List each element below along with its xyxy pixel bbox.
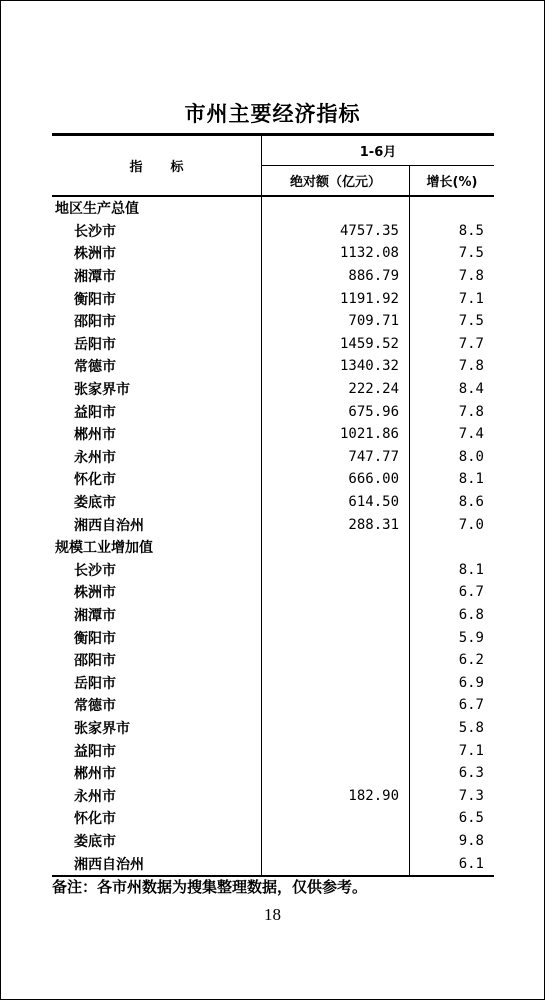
absolute-amount [261,671,409,694]
table-row [52,265,494,288]
city-name: 邵阳市 [74,314,116,331]
growth-rate: 7.3 [409,784,494,807]
table-row [52,784,494,807]
city-name: 娄底市 [74,833,116,850]
table-row [52,491,494,514]
city-name: 株洲市 [74,246,116,263]
table-body [52,197,494,875]
table-row [52,671,494,694]
city-name: 郴州市 [74,766,116,783]
absolute-amount: 886.79 [261,265,409,288]
table-row [52,852,494,875]
city-name: 湘西自治州 [74,856,144,873]
city-name: 常德市 [74,359,116,376]
table-row [52,604,494,627]
growth-rate: 8.0 [409,446,494,469]
absolute-amount [261,739,409,762]
growth-rate: 6.2 [409,649,494,672]
city-name: 长沙市 [74,223,116,240]
absolute-amount [261,762,409,785]
city-name: 岳阳市 [74,675,116,692]
city-name: 岳阳市 [74,336,116,353]
city-name: 邵阳市 [74,653,116,670]
growth-rate: 7.7 [409,333,494,356]
city-name: 郴州市 [74,427,116,444]
absolute-amount [261,626,409,649]
page-title: 市州主要经济指标 [184,102,361,126]
growth-rate: 6.1 [409,852,494,875]
table-row [52,830,494,853]
absolute-amount [261,581,409,604]
absolute-amount: 4757.35 [261,220,409,243]
city-name: 株洲市 [74,585,116,602]
city-name: 怀化市 [74,811,116,828]
growth-rate: 8.4 [409,378,494,401]
table-row [52,355,494,378]
growth-rate: 8.1 [409,468,494,491]
table-row [52,378,494,401]
growth-rate: 5.9 [409,626,494,649]
absolute-amount [261,830,409,853]
header-period: 1-6月 [261,136,494,166]
table-row [52,287,494,310]
growth-rate: 7.1 [409,739,494,762]
growth-rate: 6.7 [409,694,494,717]
absolute-amount: 1191.92 [261,287,409,310]
growth-rate: 6.3 [409,762,494,785]
table-row [52,626,494,649]
table-row [52,513,494,536]
growth-rate: 7.5 [409,242,494,265]
absolute-amount: 614.50 [261,491,409,514]
absolute-amount: 222.24 [261,378,409,401]
growth-rate: 7.4 [409,423,494,446]
growth-rate: 6.5 [409,807,494,830]
absolute-amount [261,649,409,672]
growth-rate: 7.8 [409,355,494,378]
table-row [52,559,494,582]
absolute-amount [261,807,409,830]
growth-rate: 8.6 [409,491,494,514]
header-index-label: 指标 [129,160,212,175]
table-row [52,446,494,469]
growth-rate: 8.5 [409,220,494,243]
section-abs-cell [261,197,409,220]
growth-rate: 5.8 [409,717,494,740]
footnote: 备注：各市州数据为搜集整理数据，仅供参考。 [52,878,368,896]
table-row [52,220,494,243]
section-title: 规模工业增加值 [55,540,153,557]
section-row [52,197,494,220]
section-title: 地区生产总值 [55,201,139,218]
city-name: 怀化市 [74,472,116,489]
table-row [52,762,494,785]
absolute-amount: 288.31 [261,513,409,536]
absolute-amount [261,852,409,875]
absolute-amount [261,694,409,717]
city-name: 常德市 [74,698,116,715]
growth-rate: 6.9 [409,671,494,694]
table-row [52,807,494,830]
absolute-amount: 1021.86 [261,423,409,446]
growth-rate: 7.0 [409,513,494,536]
city-name: 湘西自治州 [74,517,144,534]
growth-rate: 6.8 [409,604,494,627]
absolute-amount [261,717,409,740]
growth-rate: 6.7 [409,581,494,604]
indicator-table [52,133,494,877]
absolute-amount [261,559,409,582]
city-name: 张家界市 [74,720,130,737]
table-row [52,581,494,604]
absolute-amount: 675.96 [261,400,409,423]
absolute-amount: 1132.08 [261,242,409,265]
table-row [52,400,494,423]
table-header [52,136,494,195]
header-absolute-amount: 绝对额（亿元） [261,166,409,195]
city-name: 张家界市 [74,382,130,399]
city-name: 长沙市 [74,562,116,579]
city-name: 衡阳市 [74,291,116,308]
city-name: 湘潭市 [74,269,116,286]
table-row [52,717,494,740]
growth-rate: 7.8 [409,265,494,288]
table-row [52,423,494,446]
header-growth: 增长(%) [409,166,494,195]
city-name: 永州市 [74,788,116,805]
table-row [52,468,494,491]
absolute-amount: 182.90 [261,784,409,807]
growth-rate: 7.5 [409,310,494,333]
growth-rate: 7.8 [409,400,494,423]
table-row [52,694,494,717]
growth-rate: 8.1 [409,559,494,582]
growth-rate: 9.8 [409,830,494,853]
absolute-amount: 747.77 [261,446,409,469]
table-row [52,333,494,356]
table-row [52,739,494,762]
growth-rate: 7.1 [409,287,494,310]
section-growth-cell [409,536,494,559]
city-name: 益阳市 [74,743,116,760]
section-row [52,536,494,559]
city-name: 益阳市 [74,404,116,421]
table-row [52,242,494,265]
table-row [52,310,494,333]
absolute-amount: 666.00 [261,468,409,491]
city-name: 永州市 [74,449,116,466]
section-growth-cell [409,197,494,220]
absolute-amount: 1459.52 [261,333,409,356]
page-number: 18 [264,905,281,924]
absolute-amount [261,604,409,627]
table-row [52,649,494,672]
city-name: 湘潭市 [74,607,116,624]
absolute-amount: 709.71 [261,310,409,333]
city-name: 娄底市 [74,495,116,512]
section-abs-cell [261,536,409,559]
city-name: 衡阳市 [74,630,116,647]
absolute-amount: 1340.32 [261,355,409,378]
